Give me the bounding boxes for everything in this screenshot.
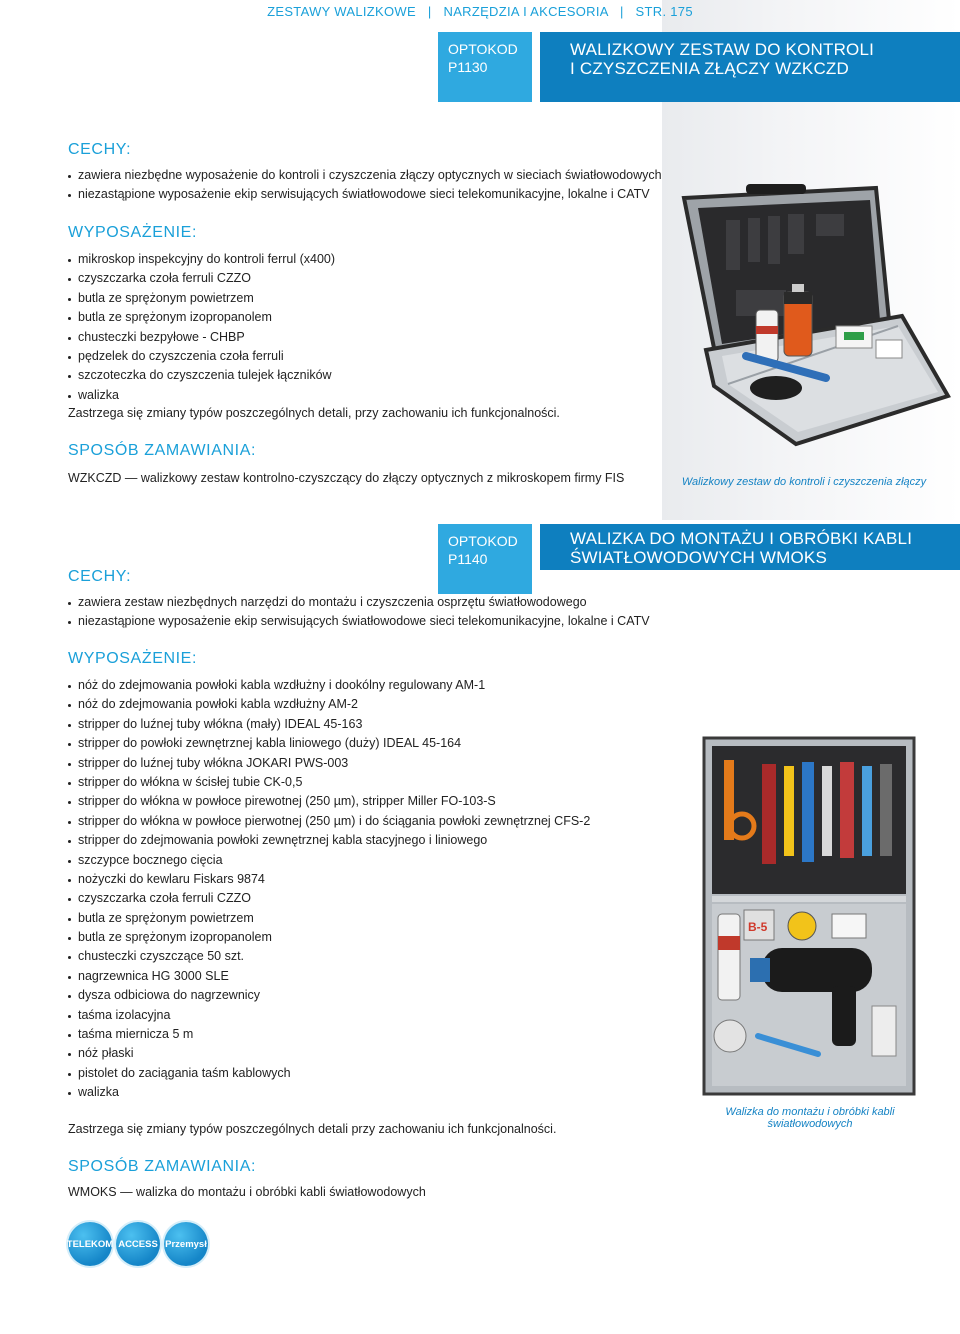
list-item: mikroskop inspekcyjny do kontroli ferrul (x400): [68, 250, 335, 269]
badge-przemysl: Przemysł: [164, 1222, 208, 1266]
list-item: butla ze sprężonym powietrzem: [68, 909, 590, 928]
svg-text:B-5: B-5: [748, 920, 768, 934]
caption-line: światłowodowych: [767, 1118, 853, 1130]
list-item: stripper do włókna w powłoce pierwotnej (250 µm) i do ściągania powłoki zewnętrznej CFS-2: [68, 812, 590, 831]
features-heading: CECHY:: [68, 568, 132, 585]
list-item: szczoteczka do czyszczenia tulejek łączników: [68, 366, 335, 385]
optokod-label: OPTOKOD: [448, 41, 518, 57]
list-item: niezastąpione wyposażenie ekip serwisujących światłowodowe sieci telekomunikacyjne, lokalne i CATV: [68, 612, 650, 631]
order-text: WMOKS — walizka do montażu i obróbki kabli światłowodowych: [68, 1185, 426, 1199]
list-item: nóż do zdejmowania powłoki kabla wzdłużny i dookólny regulowany AM-1: [68, 676, 590, 695]
title-line: ŚWIATŁOWODOWYCH WMOKS: [570, 548, 827, 567]
photo-caption: [700, 1106, 920, 1130]
page-number: STR. 175: [635, 4, 693, 19]
product-photo-case: [676, 180, 952, 448]
list-item: szczypce bocznego cięcia: [68, 851, 590, 870]
title-line: WALIZKA DO MONTAŻU I OBRÓBKI KABLI: [570, 529, 913, 548]
equipment-list: [68, 676, 590, 1103]
list-item: taśma izolacyjna: [68, 1006, 590, 1025]
features-list: [68, 166, 662, 205]
list-item: dysza odbiciowa do nagrzewnicy: [68, 986, 590, 1005]
list-item: nagrzewnica HG 3000 SLE: [68, 967, 590, 986]
caption-line: Walizka do montażu i obróbki kabli: [725, 1106, 895, 1118]
optokod-box: [438, 524, 532, 594]
product-code: P1140: [448, 551, 488, 567]
list-item: pędzelek do czyszczenia czoła ferruli: [68, 347, 335, 366]
order-heading: SPOSÓB ZAMAWIANIA:: [68, 442, 257, 459]
product-photo-toolcase: [702, 736, 916, 1096]
equipment-heading: WYPOSAŻENIE:: [68, 224, 197, 241]
product-title: [540, 524, 960, 570]
list-item: niezastąpione wyposażenie ekip serwisujących światłowodowe sieci telekomunikacyjne, lokalne i CATV: [68, 185, 662, 204]
equipment-list: [68, 250, 335, 405]
disclaimer: Zastrzega się zmiany typów poszczególnych detali, przy zachowaniu ich funkcjonalności.: [68, 406, 560, 420]
photo-caption: Walizkowy zestaw do kontroli i czyszczenia złączy: [681, 476, 927, 488]
header-separator: |: [427, 4, 432, 19]
header-separator: |: [619, 4, 624, 19]
optokod-box: [438, 32, 532, 102]
list-item: walizka: [68, 386, 335, 405]
list-item: czyszczarka czoła ferruli CZZO: [68, 889, 590, 908]
list-item: walizka: [68, 1083, 590, 1102]
features-heading: CECHY:: [68, 141, 132, 158]
list-item: nóż do zdejmowania powłoki kabla wzdłużny AM-2: [68, 695, 590, 714]
list-item: czyszczarka czoła ferruli CZZO: [68, 269, 335, 288]
title-line: WALIZKOWY ZESTAW DO KONTROLI: [570, 40, 875, 59]
list-item: chusteczki czyszczące 50 szt.: [68, 947, 590, 966]
order-text: WZKCZD — walizkowy zestaw kontrolno-czyszczący do złączy optycznych z mikroskopem firmy FIS: [68, 471, 625, 485]
disclaimer: Zastrzega się zmiany typów poszczególnych detali przy zachowaniu ich funkcjonalności.: [68, 1122, 557, 1136]
page-header: [0, 4, 960, 19]
list-item: nożyczki do kewlaru Fiskars 9874: [68, 870, 590, 889]
product-title: [540, 32, 960, 102]
list-item: stripper do luźnej tuby włókna (mały) IDEAL 45-163: [68, 715, 590, 734]
list-item: butla ze sprężonym izopropanolem: [68, 308, 335, 327]
list-item: stripper do powłoki zewnętrznej kabla liniowego (duży) IDEAL 45-164: [68, 734, 590, 753]
list-item: butla ze sprężonym izopropanolem: [68, 928, 590, 947]
list-item: stripper do włókna w powłoce pirewotnej (250 µm), stripper Miller FO-103-S: [68, 792, 590, 811]
order-heading: SPOSÓB ZAMAWIANIA:: [68, 1158, 257, 1175]
features-list: [68, 593, 650, 632]
list-item: stripper do luźnej tuby włókna JOKARI PWS-003: [68, 754, 590, 773]
equipment-heading: WYPOSAŻENIE:: [68, 650, 197, 667]
list-item: chusteczki bezpyłowe - CHBP: [68, 328, 335, 347]
badge-access: ACCESS: [116, 1222, 160, 1266]
list-item: nóż płaski: [68, 1044, 590, 1063]
list-item: butla ze sprężonym powietrzem: [68, 289, 335, 308]
header-section: ZESTAWY WALIZKOWE: [267, 4, 416, 19]
badge-telekom: TELEKOM: [68, 1222, 112, 1266]
title-line: I CZYSZCZENIA ZŁĄCZY WZKCZD: [570, 59, 849, 78]
optokod-label: OPTOKOD: [448, 533, 518, 549]
list-item: zawiera niezbędne wyposażenie do kontroli i czyszczenia złączy optycznych w sieciach światłowodowych: [68, 166, 662, 185]
list-item: pistolet do zaciągania taśm kablowych: [68, 1064, 590, 1083]
product-code: P1130: [448, 59, 488, 75]
list-item: zawiera zestaw niezbędnych narzędzi do montażu i czyszczenia osprzętu światłowodowego: [68, 593, 650, 612]
header-category: NARZĘDZIA I AKCESORIA: [443, 4, 609, 19]
list-item: stripper do włókna w ścisłej tubie CK-0,5: [68, 773, 590, 792]
list-item: taśma miernicza 5 m: [68, 1025, 590, 1044]
list-item: stripper do zdejmowania powłoki zewnętrznej kabla stacyjnego i liniowego: [68, 831, 590, 850]
